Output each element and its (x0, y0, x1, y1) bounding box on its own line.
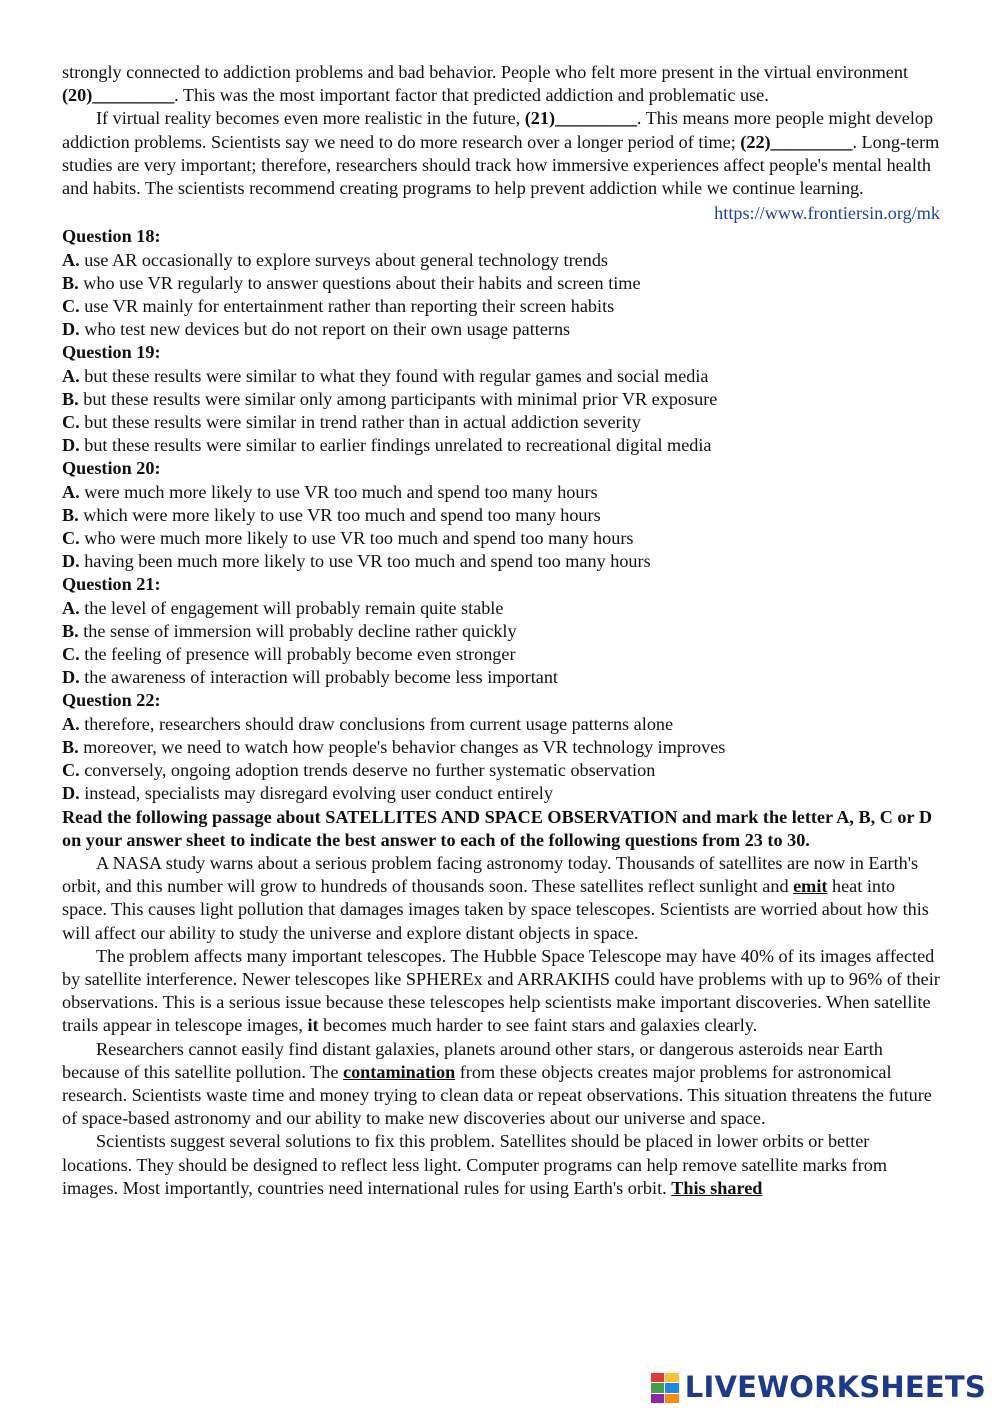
option-text: the awareness of interaction will probably become less important (79, 667, 558, 688)
blank-21: _________ (555, 108, 637, 129)
bold-word-it: it (307, 1015, 319, 1036)
option-text: who were much more likely to use VR too much and spend too many hours (79, 528, 634, 549)
answer-option[interactable] (62, 759, 940, 782)
option-letter: D. (62, 667, 80, 688)
logo-square (665, 1394, 679, 1403)
passage-text: . Long-term studies are very important; therefore, researchers should track how immersive experiences affect people's mental health and habits. The scientists recommend creating programs to help prevent addiction while we continue learning. (62, 131, 940, 199)
option-letter: A. (62, 249, 80, 270)
blank-number-21: (21) (524, 108, 556, 129)
question-heading: Question 20: (62, 458, 161, 479)
option-letter: D. (62, 551, 80, 572)
liveworksheets-logo[interactable] (651, 1370, 986, 1406)
section-instruction: Read the following passage about SATELLITES AND SPACE OBSERVATION and mark the letter A, B, C or D on your answer sheet to indicate the best answer to each of the following questions from 23 to 30. (62, 806, 932, 850)
option-letter: A. (62, 597, 80, 618)
answer-option[interactable] (62, 736, 940, 759)
option-letter: B. (62, 272, 79, 293)
passage-paragraph-4 (62, 1130, 940, 1200)
logo-square (651, 1373, 665, 1382)
option-letter: D. (62, 435, 80, 456)
answer-option[interactable] (62, 527, 940, 550)
option-text: but these results were similar only among participants with minimal prior VR exposure (78, 388, 718, 409)
answer-option[interactable] (62, 249, 940, 272)
answer-option[interactable] (62, 388, 940, 411)
answer-option[interactable] (62, 434, 940, 457)
option-letter: C. (62, 528, 80, 549)
option-text: who test new devices but do not report on their own usage patterns (79, 319, 571, 340)
option-text: were much more likely to use VR too much and spend too many hours (79, 481, 598, 502)
passage-text: . This was the most important factor that predicted addiction and problematic use. (174, 85, 769, 106)
passage-text: strongly connected to addiction problems and bad behavior. People who felt more present in the virtual environment (62, 62, 909, 82)
option-text: therefore, researchers should draw conclusions from current usage patterns alone (79, 713, 674, 734)
passage-text: If virtual reality becomes even more realistic in the future, (96, 108, 525, 129)
answer-option[interactable] (62, 597, 940, 620)
passage-text: A NASA study warns about a serious problem facing astronomy today. Thousands of satellites are now in Earth's orbit, and this number will grow to hundreds of thousands soon. These satellites reflect sunlight and (62, 852, 919, 897)
question-heading: Question 21: (62, 574, 161, 595)
option-letter: A. (62, 481, 80, 502)
blank-20: _________ (92, 85, 175, 106)
option-text: but these results were similar to earlier findings unrelated to recreational digital media (79, 435, 712, 456)
passage-paragraph-20 (62, 61, 940, 107)
liveworksheets-logo-text: LIVEWORKSHEETS (684, 1370, 986, 1405)
option-text: but these results were similar to what they found with regular games and social media (79, 365, 709, 386)
option-letter: A. (62, 713, 80, 734)
answer-option[interactable] (62, 620, 940, 643)
logo-square (665, 1383, 679, 1392)
question-heading: Question 19: (62, 342, 161, 363)
passage-text: from these objects creates major problems for astronomical research. Scientists waste time and money trying to clean data or repeat observations. This situation threatens the future of space-based astronomy and our ability to make new discoveries about our universe and space. (62, 1061, 932, 1129)
answer-option[interactable] (62, 481, 940, 504)
option-text: but these results were similar in trend rather than in actual addiction severity (79, 412, 641, 433)
source-line (62, 202, 940, 225)
answer-option[interactable] (62, 643, 940, 666)
option-text: the feeling of presence will probably become even stronger (79, 644, 516, 665)
option-text: which were more likely to use VR too much and spend too many hours (78, 504, 601, 525)
option-letter: C. (62, 760, 80, 781)
passage-paragraph-21-22 (62, 107, 940, 200)
liveworksheets-logo-icon (651, 1373, 679, 1403)
question-heading: Question 22: (62, 690, 161, 711)
logo-square (651, 1383, 665, 1392)
worksheet-page (62, 61, 940, 1200)
passage-paragraph-2 (62, 945, 940, 1038)
answer-option[interactable] (62, 504, 940, 527)
option-letter: B. (62, 620, 79, 641)
option-letter: D. (62, 783, 80, 804)
option-text: conversely, ongoing adoption trends deserve no further systematic observation (79, 760, 656, 781)
blank-22: _________ (770, 131, 853, 152)
passage-text: . This means more people might develop addiction problems. Scientists say we need to do more research over a longer period of time; (62, 108, 934, 152)
option-text: use AR occasionally to explore surveys about general technology trends (79, 249, 608, 270)
underlined-word-contamination: contamination (343, 1061, 456, 1082)
passage-text: Researchers cannot easily find distant galaxies, planets around other stars, or dangerous asteroids near Earth because of this satellite pollution. The (62, 1038, 883, 1082)
option-text: having been much more likely to use VR too much and spend too many hours (79, 551, 651, 572)
answer-option[interactable] (62, 713, 940, 736)
answer-option[interactable] (62, 666, 940, 689)
question-list (62, 225, 940, 805)
answer-option[interactable] (62, 782, 940, 805)
passage-text: The problem affects many important telescopes. The Hubble Space Telescope may have 40% of its images affected by satellite interference. Newer telescopes like SPHEREx and ARRAKIHS could have problems with up to 96% of their observations. This is a serious issue because these telescopes help scientists make important discoveries. When satellite trails appear in telescope images, (62, 945, 940, 1036)
option-letter: C. (62, 644, 80, 665)
answer-option[interactable] (62, 411, 940, 434)
blank-number-22: (22) (740, 131, 771, 152)
passage-paragraph-1 (62, 852, 940, 945)
option-text: moreover, we need to watch how people's behavior changes as VR technology improves (78, 736, 726, 757)
passage-text: heat into space. This causes light pollution that damages images taken by space telescopes. Scientists are worried about how this will affect our ability to study the universe and explore distant objects in space. (62, 876, 929, 943)
option-letter: C. (62, 412, 80, 433)
underlined-word-emit: emit (793, 876, 828, 897)
logo-square (651, 1394, 665, 1403)
option-letter: D. (62, 319, 80, 340)
answer-option[interactable] (62, 318, 940, 341)
passage-paragraph-3 (62, 1038, 940, 1131)
option-text: the sense of immersion will probably decline rather quickly (78, 620, 517, 641)
option-text: instead, specialists may disregard evolving user conduct entirely (79, 783, 553, 804)
option-text: who use VR regularly to answer questions about their habits and screen time (78, 272, 641, 293)
option-letter: A. (62, 365, 80, 386)
option-letter: B. (62, 736, 79, 757)
answer-option[interactable] (62, 365, 940, 388)
question-heading: Question 18: (62, 226, 161, 247)
logo-square (665, 1373, 679, 1382)
passage-text: becomes much harder to see faint stars and galaxies clearly. (318, 1015, 758, 1036)
answer-option[interactable] (62, 550, 940, 573)
option-text: use VR mainly for entertainment rather than reporting their screen habits (79, 296, 615, 317)
option-letter: B. (62, 388, 79, 409)
answer-option[interactable] (62, 295, 940, 318)
passage-text: Scientists suggest several solutions to fix this problem. Satellites should be placed in lower orbits or better locations. They should be designed to reflect less light. Computer programs can help remove satellite marks from images. Most importantly, countries need international rules for using Earth's orbit. (62, 1131, 887, 1198)
answer-option[interactable] (62, 272, 940, 295)
option-text: the level of engagement will probably remain quite stable (79, 597, 504, 618)
underlined-phrase-this-shared: This shared (671, 1177, 763, 1198)
option-letter: C. (62, 296, 80, 317)
option-letter: B. (62, 504, 79, 525)
blank-number-20: (20) (62, 85, 93, 106)
source-link[interactable]: https://www.frontiersin.org/mk (714, 203, 940, 224)
